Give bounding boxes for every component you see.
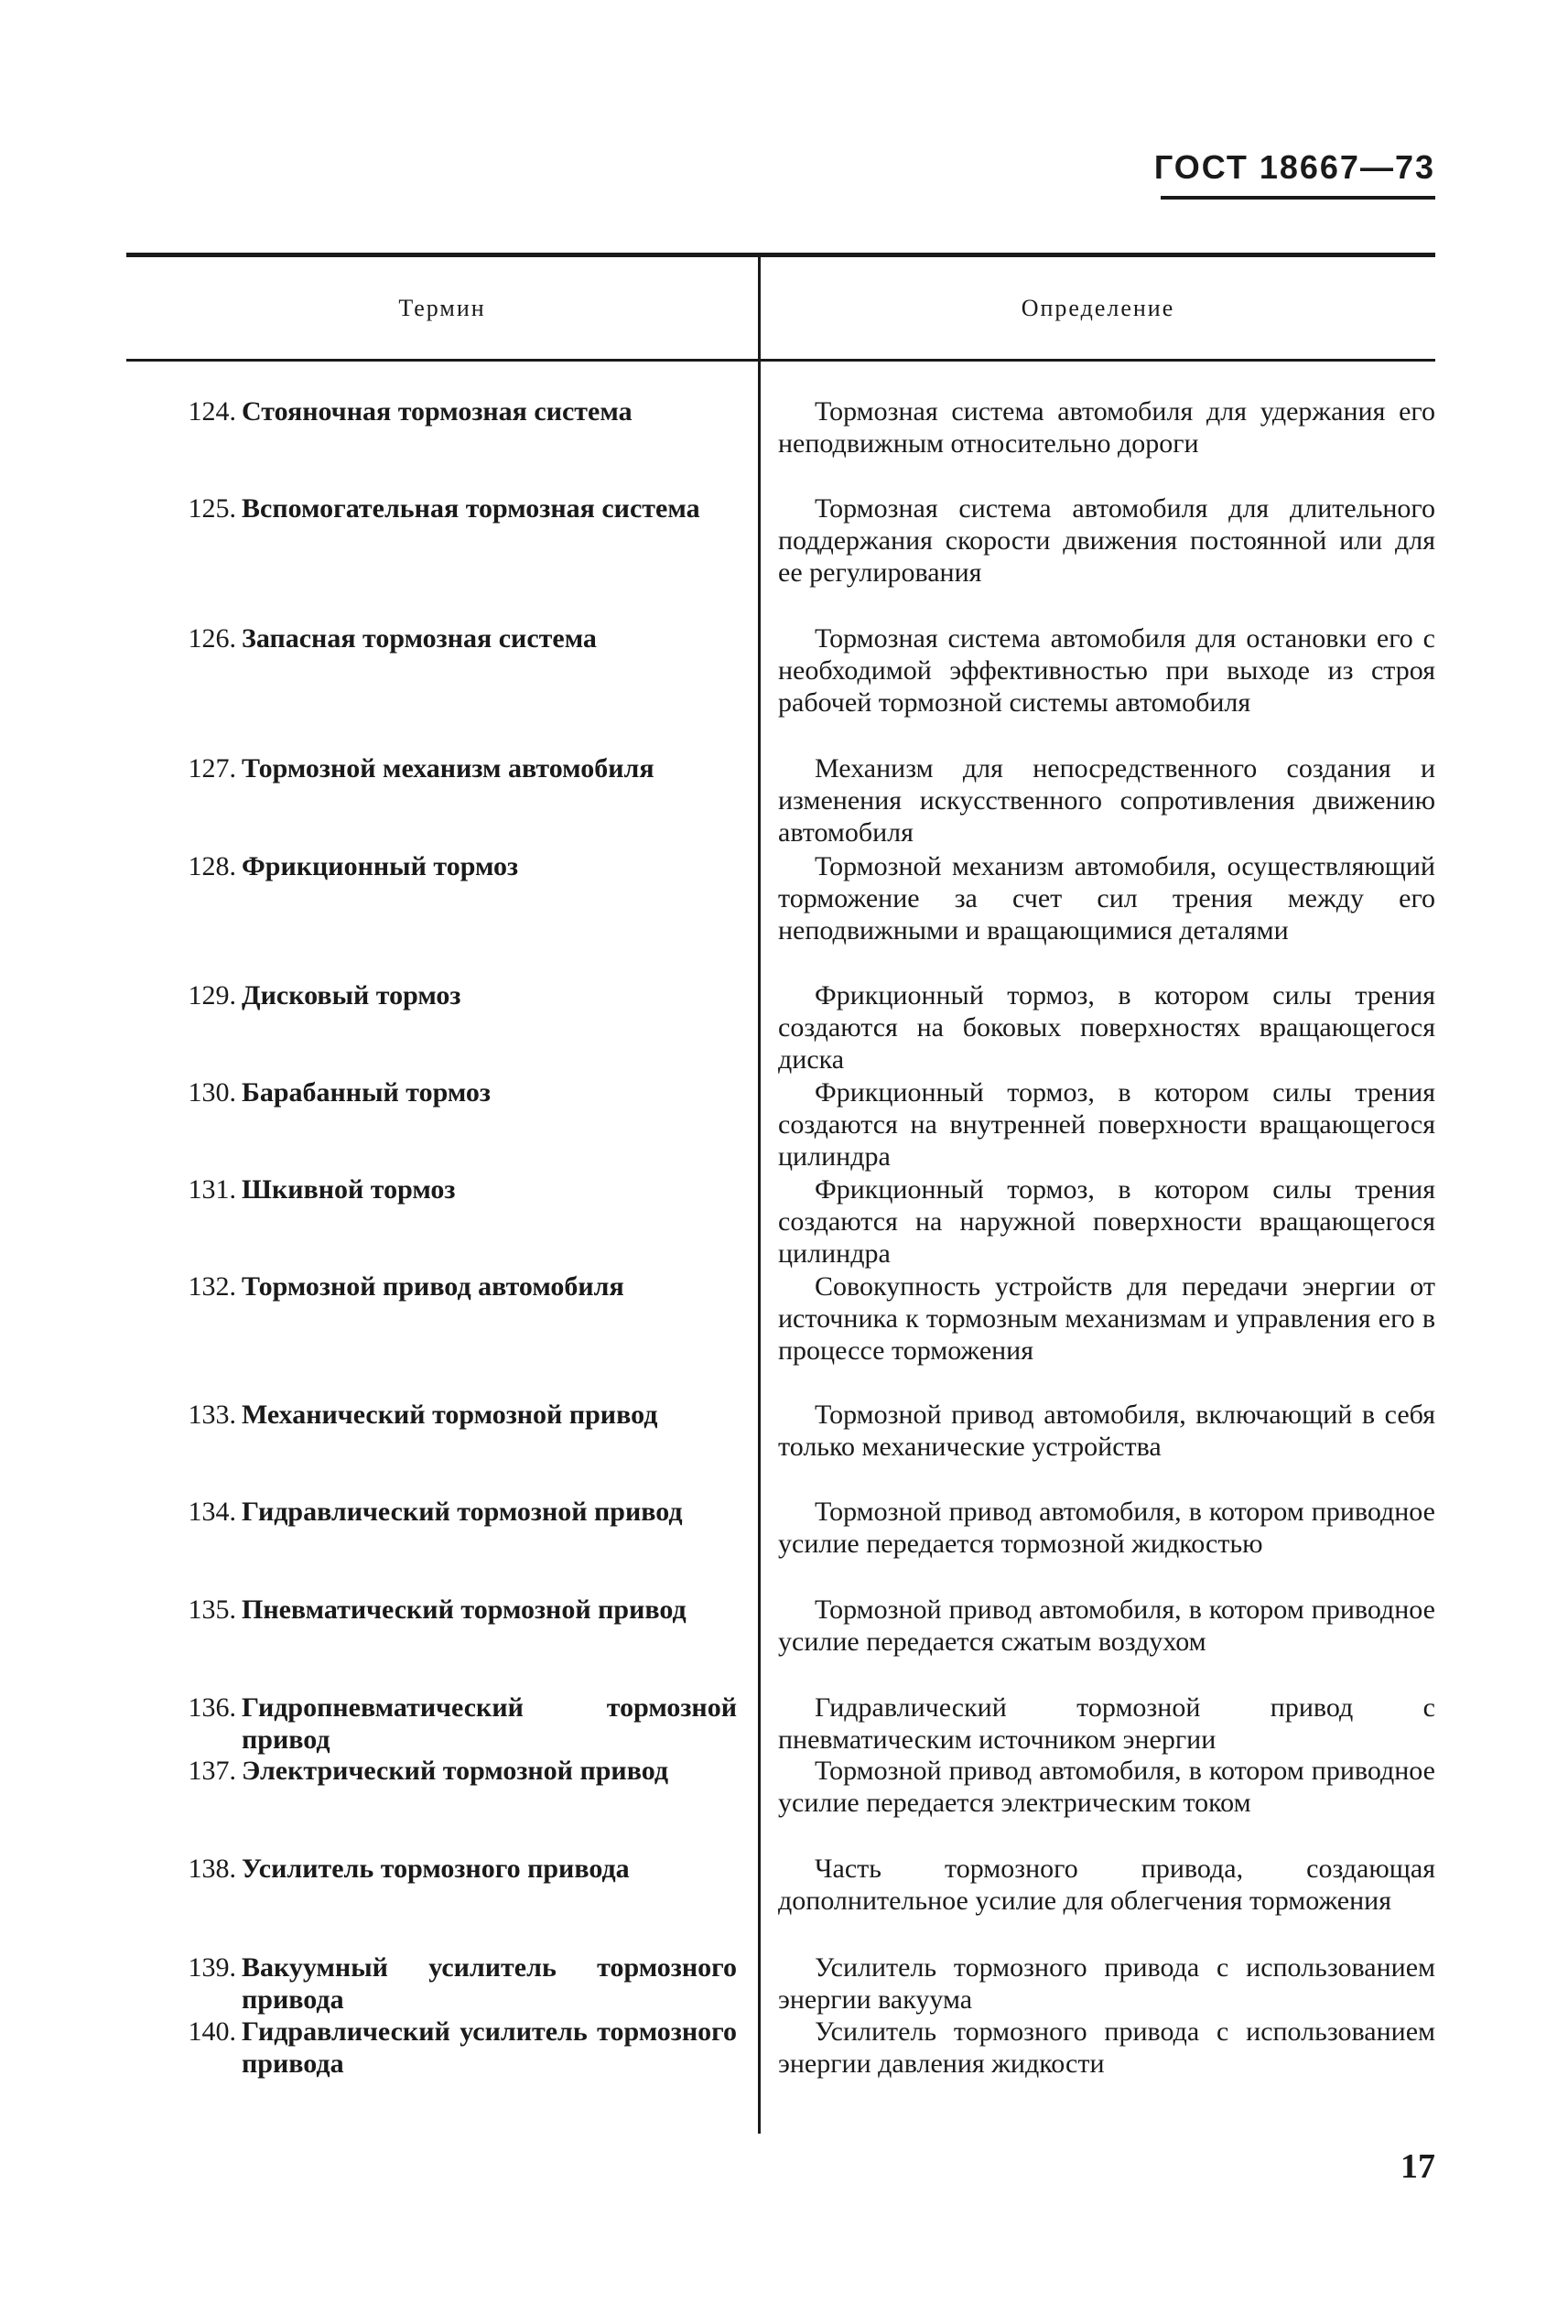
term-cell xyxy=(165,1594,737,1626)
term-number: 138. xyxy=(188,1854,236,1884)
definition-text: Совокупность устройств для передачи энергии от источника к тормозным механизмам и управления его в процессе торможения xyxy=(778,1271,1435,1366)
term-number: 127. xyxy=(188,753,236,784)
term-text: Гидропневматический тормозной привод xyxy=(242,1692,737,1755)
term-text: Тормозной механизм автомобиля xyxy=(242,753,654,784)
term-number: 125. xyxy=(188,493,236,524)
term-text: Вакуумный усилитель тормозного привода xyxy=(242,1952,737,2015)
term-text: Усилитель тормозного привода xyxy=(242,1854,630,1884)
table-top-rule xyxy=(126,253,1435,257)
term-number: 135. xyxy=(188,1594,236,1625)
term-number: 134. xyxy=(188,1497,236,1527)
term-text: Запасная тормозная система xyxy=(242,623,597,654)
term-number: 136. xyxy=(188,1692,236,1723)
term-cell xyxy=(165,1951,737,2016)
term-number: 140. xyxy=(188,2016,236,2047)
definition-text: Фрикционный тормоз, в котором силы трения создаются на наружной поверхности вращающегося цилиндра xyxy=(778,1174,1435,1269)
column-header-term: Термин xyxy=(398,295,486,321)
term-number: 129. xyxy=(188,980,236,1011)
term-cell xyxy=(165,752,737,784)
term-text: Фрикционный тормоз xyxy=(242,851,519,881)
term-number: 130. xyxy=(188,1077,236,1108)
definition-text: Тормозной привод автомобиля, в котором приводное усилие передается сжатым воздухом xyxy=(778,1594,1435,1657)
term-cell xyxy=(165,1692,737,1756)
term-number: 128. xyxy=(188,851,236,881)
column-header-definition: Определение xyxy=(1021,295,1175,321)
term-text: Гидравлический усилитель тормозного привода xyxy=(242,2016,737,2079)
term-cell xyxy=(165,492,737,524)
term-cell xyxy=(165,1173,737,1205)
term-text: Барабанный тормоз xyxy=(242,1077,491,1108)
term-cell xyxy=(165,1853,737,1885)
term-cell xyxy=(165,395,737,427)
definition-text: Тормозная система автомобиля для длительного поддержания скорости движения постоянной или для ее регулирования xyxy=(778,493,1435,588)
term-number: 132. xyxy=(188,1271,236,1302)
term-text: Вспомогательная тормозная система xyxy=(242,493,700,524)
term-text: Электрический тормозной привод xyxy=(242,1756,669,1786)
term-number: 133. xyxy=(188,1400,236,1430)
term-cell xyxy=(165,979,737,1011)
term-text: Гидравлический тормозной привод xyxy=(242,1497,683,1527)
term-cell xyxy=(165,1496,737,1528)
term-number: 137. xyxy=(188,1756,236,1786)
term-number: 139. xyxy=(188,1952,236,1983)
table-header-rule xyxy=(126,359,1435,362)
term-text: Дисковый тормоз xyxy=(242,980,461,1011)
definition-text: Усилитель тормозного привода с использованием энергии давления жидкости xyxy=(778,2016,1435,2079)
term-number: 126. xyxy=(188,623,236,654)
document-code: ГОСТ 18667—73 xyxy=(1153,148,1435,186)
term-cell xyxy=(165,2016,737,2080)
definition-text: Фрикционный тормоз, в котором силы трения создаются на боковых поверхностях вращающегося диска xyxy=(778,980,1435,1075)
term-number: 131. xyxy=(188,1174,236,1205)
term-text: Тормозной привод автомобиля xyxy=(242,1271,624,1302)
term-cell xyxy=(165,622,737,654)
document-code-underline xyxy=(1161,196,1435,200)
definition-text: Тормозной механизм автомобиля, осуществляющий торможение за счет сил трения между его неподвижными и вращающимися деталями xyxy=(778,851,1435,946)
term-text: Механический тормозной привод xyxy=(242,1400,658,1430)
term-text: Стояночная тормозная система xyxy=(242,396,633,427)
definition-text: Часть тормозного привода, создающая дополнительное усилие для облегчения торможения xyxy=(778,1854,1435,1916)
definition-text: Усилитель тормозного привода с использованием энергии вакуума xyxy=(778,1952,1435,2015)
term-cell xyxy=(165,1270,737,1303)
definition-text: Тормозной привод автомобиля, включающий в себя только механические устройства xyxy=(778,1400,1435,1462)
term-cell xyxy=(165,1755,737,1787)
definition-text: Тормозной привод автомобиля, в котором приводное усилие передается электрическим током xyxy=(778,1756,1435,1818)
term-text: Пневматический тормозной привод xyxy=(242,1594,687,1625)
definition-text: Тормозная система автомобиля для остановки его с необходимой эффективностью при выходе из строя рабочей тормозной системы автомобиля xyxy=(778,623,1435,718)
column-divider xyxy=(758,257,761,2134)
definition-text: Фрикционный тормоз, в котором силы трения создаются на внутренней поверхности вращающегося цилиндра xyxy=(778,1077,1435,1172)
term-cell xyxy=(165,1076,737,1108)
term-cell xyxy=(165,1399,737,1431)
term-cell xyxy=(165,850,737,882)
definition-text: Тормозная система автомобиля для удержания его неподвижным относительно дороги xyxy=(778,396,1435,459)
term-number: 124. xyxy=(188,396,236,427)
definition-text: Тормозной привод автомобиля, в котором приводное усилие передается тормозной жидкостью xyxy=(778,1497,1435,1559)
term-text: Шкивной тормоз xyxy=(242,1174,456,1205)
page-number: 17 xyxy=(1400,2147,1435,2186)
definition-text: Гидравлический тормозной привод с пневматическим источником энергии xyxy=(778,1692,1435,1755)
definition-text: Механизм для непосредственного создания и изменения искусственного сопротивления движению автомобиля xyxy=(778,753,1435,848)
